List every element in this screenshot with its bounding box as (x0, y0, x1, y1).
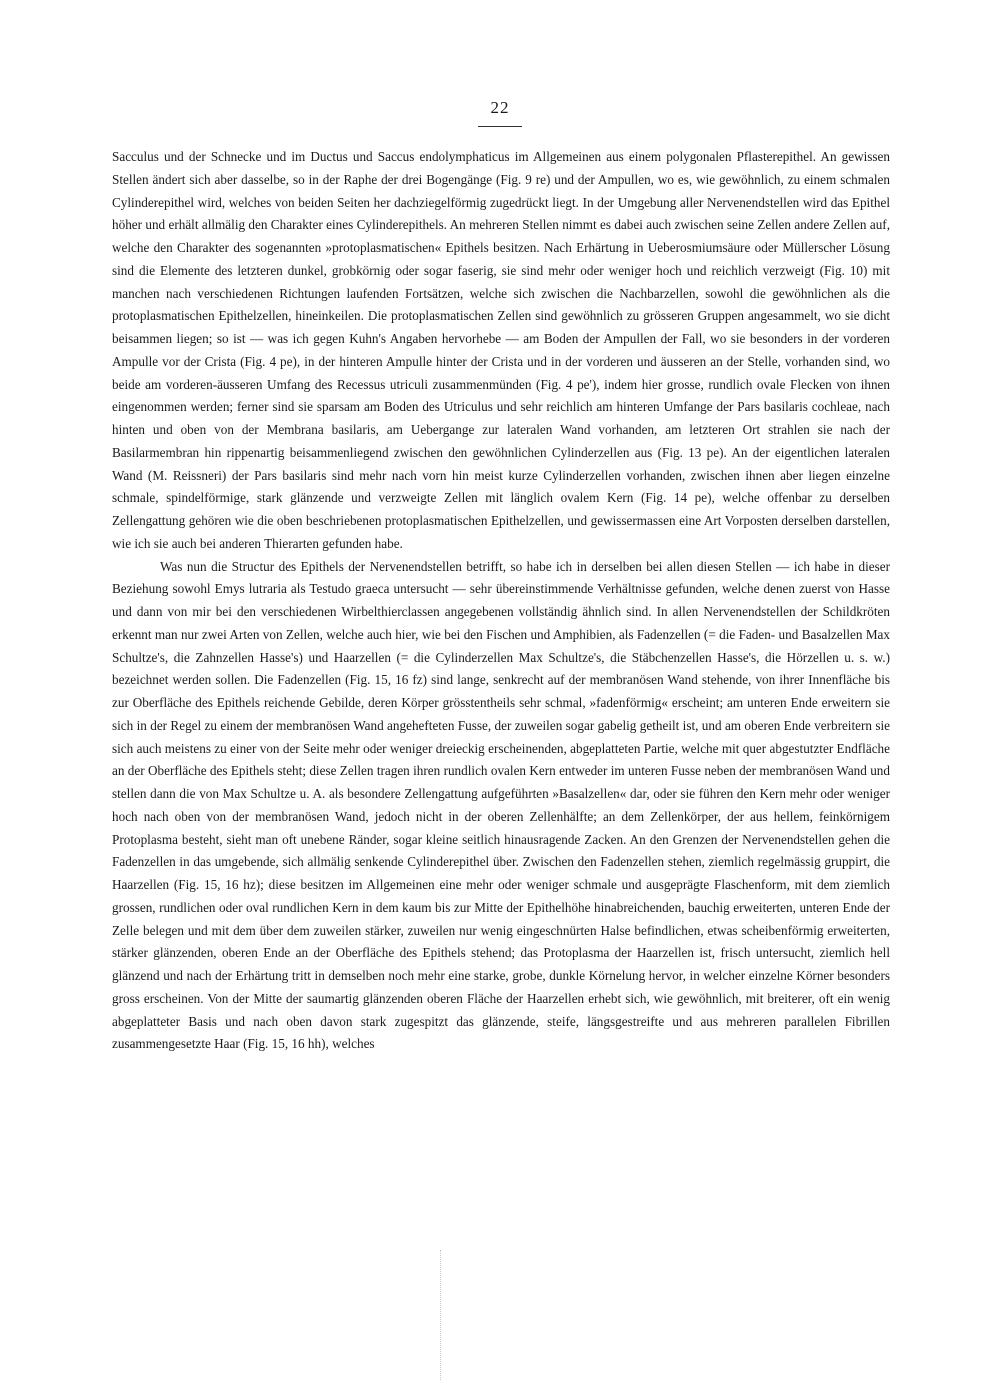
page-number: 22 (490, 98, 510, 117)
page-number-rule (478, 126, 522, 127)
paragraph-2: Was nun die Structur des Epithels der Nervenendstellen betrifft, so habe ich in derselben bei allen diesen Stellen — ich habe in dieser Beziehung sowohl Emys lutraria als Testudo graeca untersucht — sehr übereinstimmende Verhältnisse gefunden, welche denen zuerst von Hasse und dann von mir bei den verschiedenen Wirbelthierclassen angegebenen vollständig ähnlich sind. In allen Nervenendstellen der Schildkröten erkennt man nur zwei Arten von Zellen, welche auch hier, wie bei den Fischen und Amphibien, als Fadenzellen (= die Faden- und Basalzellen Max Schultze's, die Zahnzellen Hasse's) und Haarzellen (= die Cylinderzellen Max Schultze's, die Stäbchenzellen Hasse's, die Hörzellen u. s. w.) bezeichnet werden sollen. Die Fadenzellen (Fig. 15, 16 fz) sind lange, senkrecht auf der membranösen Wand stehende, von ihrer Innenfläche bis zur Oberfläche des Epithels reichende Gebilde, deren Körper grösstentheils sehr schmal, »fadenförmig« erscheint; am unteren Ende erweitern sie sich in der Regel zu einem der membranösen Wand angehefteten Fusse, der zuweilen sogar gabelig getheilt ist, und am oberen Ende verbreitern sie sich auch meistens zu einer von der Seite mehr oder weniger dreieckig erscheinenden, abgeplatteten Partie, welche mit quer abgestutzter Endfläche an der Oberfläche des Epithels steht; diese Zellen tragen ihren rundlich ovalen Kern entweder im unteren Fusse neben der membranösen Wand und stellen dann die von Max Schultze u. A. als besondere Zellengattung aufgeführten »Basalzellen« dar, oder sie führen den Kern mehr oder weniger hoch nach oben von der membranösen Wand, jedoch nicht in der oberen Zellenhälfte; an dem Zellenkörper, der aus hellem, feinkörnigem Protoplasma besteht, sieht man oft unebene Ränder, sogar kleine seitlich hinausragende Zacken. An den Grenzen der Nervenendstellen gehen die Fadenzellen in das umgebende, sich allmälig senkende Cylinderepithel über. Zwischen den Fadenzellen stehen, ziemlich regelmässig gruppirt, die Haarzellen (Fig. 15, 16 hz); diese besitzen im Allgemeinen eine mehr oder weniger schmale und ausgeprägte Flaschenform, mit dem ziemlich grossen, rundlichen oder oval rundlichen Kern in dem kaum bis zur Mitte der Epithelhöhe hinabreichenden, bauchig erweiterten, unteren Ende der Zelle belegen und mit dem über dem zuweilen stärker, zuweilen nur wenig eingeschnürten Halse befindlichen, etwas scheibenförmig erweiterten, stärker glänzenden, oberen Ende an der Oberfläche des Epithels stehend; das Protoplasma der Haarzellen ist, frisch untersucht, ziemlich hell glänzend und nach der Erhärtung tritt in demselben noch mehr eine starke, grobe, dunkle Körnelung hervor, in welcher einzelne Körner besonders gross erscheinen. Von der Mitte der saumartig glänzenden oberen Fläche der Haarzellen erhebt sich, wie gewöhnlich, mit breiterer, oft ein wenig abgeplatteter Basis und nach oben davon stark zugespitzt das glänzende, steife, längsgestreifte und aus mehreren parallelen Fibrillen zusammengesetzte Haar (Fig. 15, 16 hh), welches (112, 558, 890, 1052)
scan-artifact-line (440, 1250, 441, 1380)
body-text (112, 146, 890, 1056)
paragraph-1: Sacculus und der Schnecke und im Ductus und Saccus endolymphaticus im Allgemeinen aus einem polygonalen Pflasterepithel. An gewissen Stellen ändert sich aber dasselbe, so in der Raphe der drei Bogengänge (Fig. 9 re) und der Ampullen, wo es, wie gewöhnlich, zu einem schmalen Cylinderepithel wird, welches von beiden Seiten her dachziegelförmig zugedrückt liegt. In der Umgebung aller Nervenendstellen wird das Epithel höher und erhält allmälig den Charakter eines Cylinderepithels. An mehreren Stellen nimmt es dabei auch zwischen seine Zellen andere Zellen auf, welche den Charakter des sogenannten »protoplasmatischen« Epithels besitzen. Nach Erhärtung in Ueberosmiumsäure oder Müllerscher Lösung sind die Elemente des letzteren dunkel, grobkörnig oder sogar faserig, sie sind mehr oder weniger hoch und reichlich verzweigt (Fig. 10) mit manchen nach verschiedenen Richtungen laufenden Fortsätzen, welche sich zwischen die Nachbarzellen, sowohl die gewöhnlichen als die protoplasmatischen Epithelzellen, hineinkeilen. Die protoplasmatischen Zellen sind gewöhnlich zu grösseren Gruppen angesammelt, wo sie dicht beisammen liegen; so ist — was ich gegen Kuhn's Angaben hervorhebe — am Boden der Ampullen der Fall, wo sie besonders in der vorderen Ampulle vor der Crista (Fig. 4 pe), in der hinteren Ampulle hinter der Crista und in der vorderen und äusseren an der Stelle, vorhanden sind, wo beide am vorderen-äusseren Umfang des Recessus utriculi zusammenmünden (Fig. 4 pe'), indem hier grosse, rundlich ovale Flecken von ihnen eingenommen werden; ferner sind sie sparsam am Boden des Utriculus und sehr reichlich am hinteren Umfange der Pars basilaris cochleae, nach hinten und oben von der Membrana basilaris, am Uebergange zur lateralen Wand vorhanden, am letzteren Ort strahlen sie nach der Basilarmembran hin rippenartig beisammenliegend zwischen den gewöhnlichen Cylinderzellen aus (Fig. 13 pe). An der eigentlichen lateralen Wand (M. Reissneri) der Pars basilaris sind mehr nach vorn hin meist kurze Cylinderzellen vorhanden, zwischen ihnen aber liegen einzelne schmale, spindelförmige, stark glänzende und verzweigte Zellen mit länglich ovalem Kern (Fig. 14 pe), welche offenbar zu derselben Zellengattung gehören wie die oben beschriebenen protoplasmatischen Epithelzellen, und gewissermassen eine Art Vorposten derselben darstellen, wie ich sie auch bei anderen Thierarten gefunden habe. (112, 149, 890, 551)
